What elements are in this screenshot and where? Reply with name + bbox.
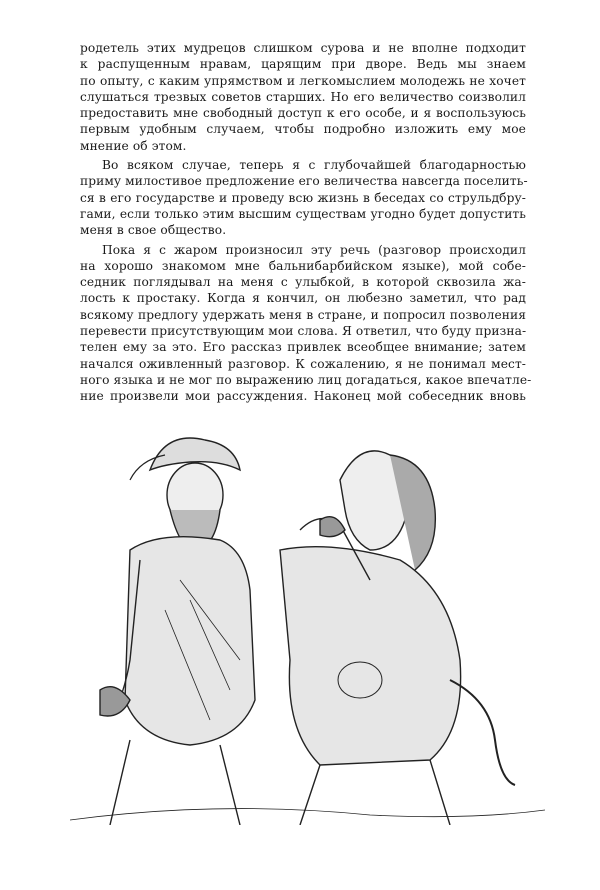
page-body-text [80, 40, 532, 408]
right-figure [280, 451, 515, 825]
text-line: приму милостивое предложение его величества навсегда поселить- [80, 174, 528, 189]
text-line: на хорошо знакомом мне бальнибарбийском языке), мой собе- [80, 258, 526, 273]
text-line: седник поглядывал на меня с улыбкой, в которой сквозила жа- [80, 275, 526, 290]
text-line: гами, если только этим высшим существам угодно будет допустить [80, 206, 526, 221]
text-line: перевести присутствующим мои слова. Я ответил, что буду призна- [80, 324, 527, 339]
text-line: слушаться трезвых советов старших. Но его величество соизволил [80, 89, 526, 104]
text-line: по опыту, с каким упрямством и легкомыслием молодежь не хочет [80, 73, 526, 88]
paragraph-3 [80, 242, 532, 405]
text-line: мнение об этом. [80, 138, 187, 153]
text-line: ние произвели мои рассуждения. Наконец мой собеседник вновь [80, 389, 526, 404]
text-line: ного языка и не мог по выражению лиц догадаться, какое впечатле- [80, 372, 532, 387]
text-line: всякому предлогу удержать меня в стране, и попросил позволения [80, 307, 526, 322]
text-line: первым удобным случаем, чтобы подробно изложить ему мое [80, 122, 526, 137]
text-line: предоставить мне свободный доступ к его особе, и я воспользуюсь [80, 106, 526, 121]
text-line: меня в свое общество. [80, 223, 227, 238]
engraving-illustration [70, 400, 545, 825]
text-line: лость к простаку. Когда я кончил, он любезно заметил, что рад [80, 291, 526, 306]
text-line: к распущенным нравам, царящим при дворе. Ведь мы знаем [80, 57, 526, 72]
text-line: Пока я с жаром произносил эту речь (разговор происходил [102, 242, 526, 257]
text-line: телен ему за это. Его рассказ привлек всеобщее внимание; затем [80, 340, 526, 355]
text-line: начался оживленный разговор. К сожалению, я не понимал мест- [80, 356, 526, 371]
text-line: Во всяком случае, теперь я с глубочайшей благодарностью [102, 158, 526, 173]
text-line: родетель этих мудрецов слишком сурова и не вполне подходит [80, 41, 526, 55]
paragraph-2 [80, 157, 526, 238]
text-line: ся в его государстве и проведу всю жизнь в беседах со струльдбру- [80, 190, 526, 205]
left-figure [100, 438, 255, 825]
paragraph-1 [80, 40, 526, 154]
